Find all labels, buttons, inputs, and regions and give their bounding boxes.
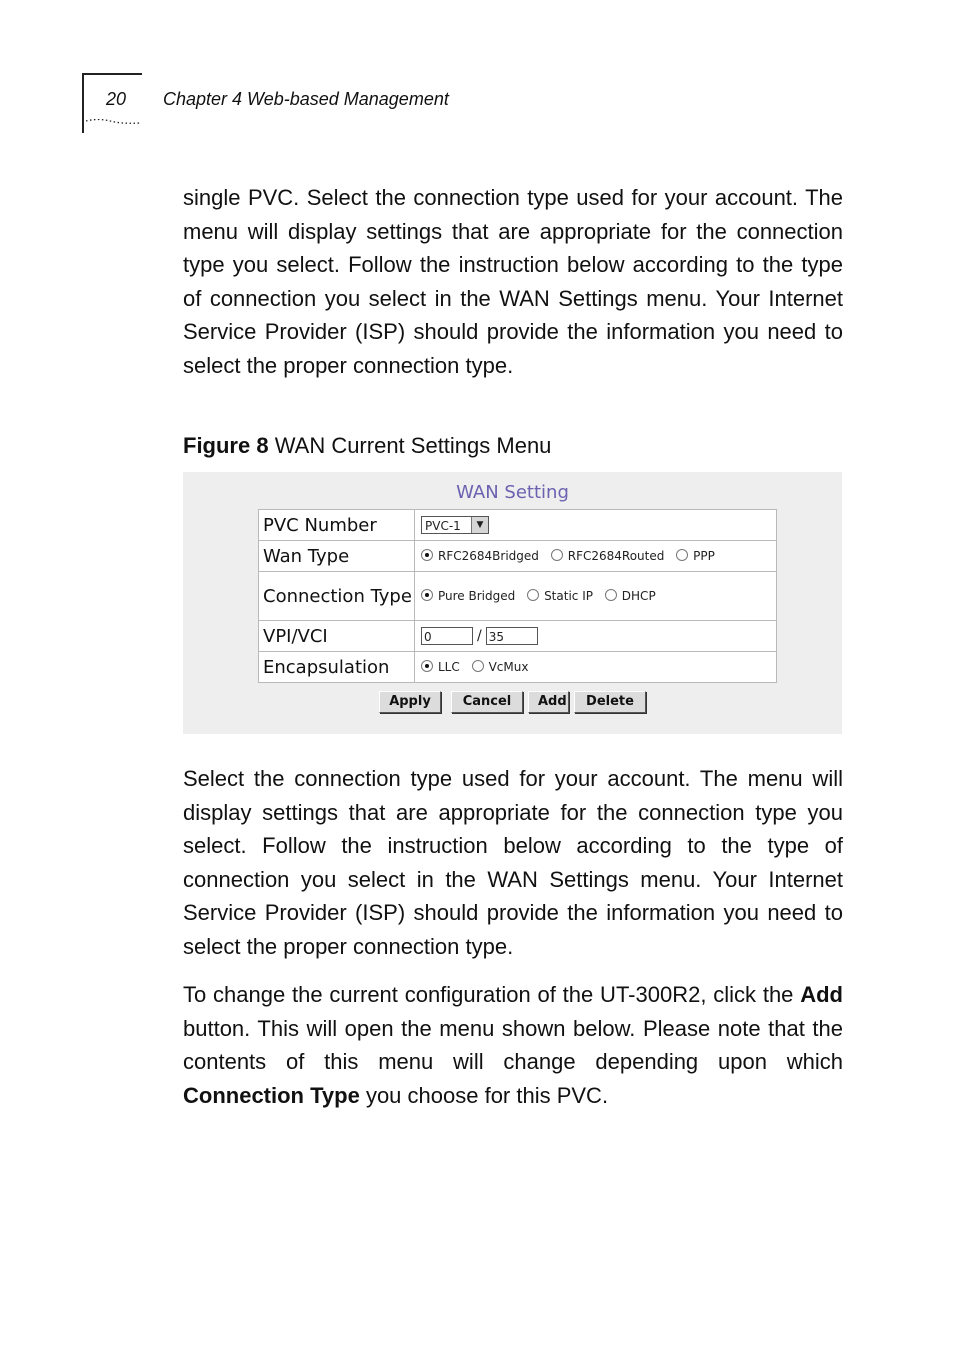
connection-type-radio-dhcp[interactable] — [605, 589, 617, 601]
encapsulation-radio-vcmux[interactable] — [472, 660, 484, 672]
instruction-paragraph — [183, 978, 843, 1112]
vpi-vci-label: VPI/VCI — [259, 621, 415, 652]
vpi-vci-row — [259, 621, 777, 652]
connection-type-radio-pure-bridged[interactable] — [421, 589, 433, 601]
intro-paragraph: single PVC. Select the connection type used for your account. The menu will display settings that are appropriate for the connection type you select. Follow the instruction below according to the type of connection you select in the WAN Settings menu. Your Internet Service Provider (ISP) should provide the information you need to select the proper connection type. — [183, 185, 843, 378]
figure-label: Figure 8 — [183, 433, 269, 458]
encapsulation-option-label: VcMux — [488, 660, 529, 674]
vpi-input[interactable]: 0 — [421, 627, 473, 645]
wan-type-radio-ppp[interactable] — [676, 549, 688, 561]
connection-type-option-label: DHCP — [621, 589, 656, 603]
pvc-number-row — [259, 510, 777, 541]
bold-connection-type: Connection Type — [183, 1082, 360, 1108]
encapsulation-label: Encapsulation — [259, 652, 415, 683]
cancel-button[interactable]: Cancel — [451, 691, 523, 713]
vci-input[interactable]: 35 — [486, 627, 538, 645]
pvc-number-select[interactable] — [421, 516, 489, 534]
pvc-number-label: PVC Number — [259, 510, 415, 541]
connection-type-option-label: Pure Bridged — [438, 589, 516, 603]
chapter-title: Chapter 4 Web-based Management — [163, 89, 449, 109]
wan-type-option-label: RFC2684Bridged — [438, 549, 539, 563]
wan-type-radio-rfc2684routed[interactable] — [551, 549, 563, 561]
encapsulation-radio-llc[interactable] — [421, 660, 433, 672]
button-row — [183, 691, 842, 713]
text-run: button. This will open the menu shown below. Please note that the contents of this menu will change depending upon which — [183, 1015, 843, 1074]
chevron-down-icon[interactable]: ▼ — [471, 517, 488, 533]
bold-add: Add — [800, 982, 843, 1007]
wan-type-option-label: PPP — [693, 549, 715, 563]
wan-type-row — [259, 541, 777, 572]
wan-setting-screenshot — [183, 472, 842, 734]
connection-type-radio-static-ip[interactable] — [527, 589, 539, 601]
apply-button[interactable]: Apply — [379, 691, 441, 713]
vpi-vci-separator: / — [477, 627, 482, 644]
text-run: you choose for this PVC. — [359, 1082, 609, 1108]
wan-type-option-label: RFC2684Routed — [567, 549, 665, 563]
connection-type-row — [259, 572, 777, 621]
figure-caption-text: WAN Current Settings Menu — [268, 433, 552, 458]
body-paragraph: Select the connection type used for your account. The menu will display settings that are appropriate for the connection type you select. Follow the instruction below according to the type of connection you select in the WAN Settings menu. Your Internet Service Provider (ISP) should provide the information you need to select the proper connection type. — [183, 766, 843, 959]
encapsulation-row — [259, 652, 777, 683]
wan-type-label: Wan Type — [259, 541, 415, 572]
wan-setting-table — [258, 509, 777, 683]
encapsulation-option-label: LLC — [438, 660, 460, 674]
delete-button[interactable]: Delete — [574, 691, 646, 713]
pvc-number-value: PVC-1 — [425, 519, 461, 533]
add-button[interactable]: Add — [528, 691, 569, 713]
connection-type-option-label: Static IP — [544, 589, 593, 603]
wan-type-radio-rfc2684bridged[interactable] — [421, 549, 433, 561]
text-run: To change the current configuration of the UT-300R2, click the — [183, 982, 801, 1007]
connection-type-label: Connection Type — [259, 572, 415, 621]
dotted-rule — [86, 119, 140, 125]
wan-setting-title: WAN Setting — [456, 482, 569, 503]
figure-caption — [183, 433, 551, 459]
page-number: 20 — [106, 89, 127, 109]
